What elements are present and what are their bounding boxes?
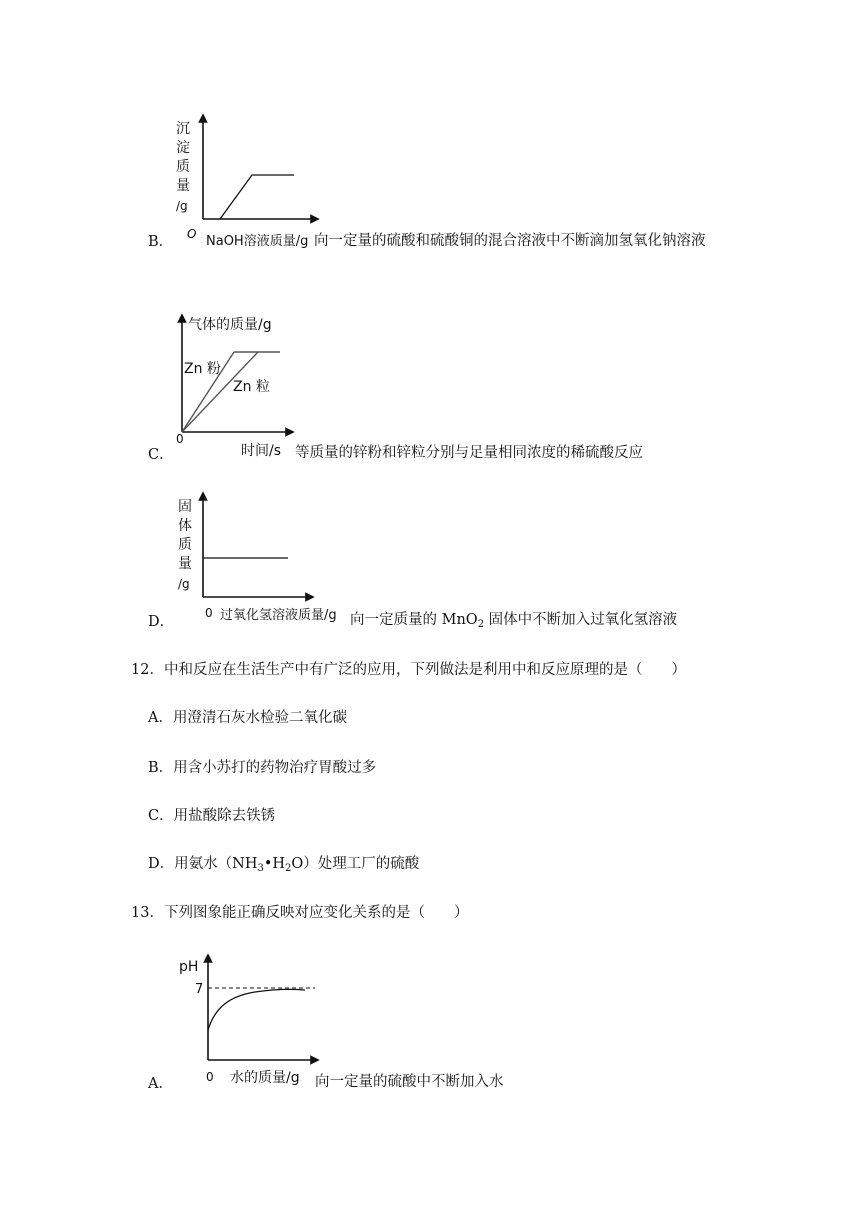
q12-d-mid: •H xyxy=(263,856,286,872)
ph-curve xyxy=(208,989,305,1030)
question-13-stem: 13．下列图象能正确反映对应变化关系的是（ ） xyxy=(131,905,469,921)
option-letter-c: C． xyxy=(148,447,174,463)
question-12-option-c: C．用盐酸除去铁锈 xyxy=(148,808,276,824)
graph-c xyxy=(170,312,295,462)
y-label-char-2: 体 xyxy=(178,518,192,534)
y-label-unit: /g xyxy=(176,199,188,213)
origin-label: O xyxy=(187,227,197,241)
option-d-text-pre: 向一定质量的 MnO xyxy=(350,612,478,628)
option-letter-q13-a: A． xyxy=(148,1076,173,1092)
y-label-char-2: 淀 xyxy=(176,140,190,156)
y-label: pH xyxy=(179,959,199,975)
x-label: 过氧化氢溶液质量/g xyxy=(220,608,337,623)
origin-label: 0 xyxy=(205,606,213,620)
graph-b xyxy=(170,112,320,252)
question-12-option-d xyxy=(148,854,419,879)
y-label-char-4: 量 xyxy=(178,556,192,572)
x-label: 时间/s xyxy=(241,443,282,459)
origin-label: 0 xyxy=(176,432,184,446)
option-q13-a-text: 向一定量的硫酸中不断加入水 xyxy=(315,1074,504,1090)
option-c-text: 等质量的锌粉和锌粒分别与足量相同浓度的稀硫酸反应 xyxy=(295,445,643,461)
q12-d-sub2: 2 xyxy=(285,863,292,874)
y-label-char-4: 量 xyxy=(176,178,190,194)
series-label-powder: Zn 粉 xyxy=(184,361,221,377)
q12-d-post: O）处理工厂的硫酸 xyxy=(291,856,420,872)
x-label: 水的质量/g xyxy=(230,1070,300,1086)
x-label: NaOH溶液质量/g xyxy=(206,234,309,249)
y-label-char-3: 质 xyxy=(176,159,190,175)
option-letter-b: B． xyxy=(148,234,174,250)
option-b-text: 向一定量的硫酸和硫酸铜的混合溶液中不断滴加氢氧化钠溶液 xyxy=(314,233,706,249)
y-label-char-3: 质 xyxy=(178,537,192,553)
series-label-granule: Zn 粒 xyxy=(233,379,270,395)
option-d-text xyxy=(350,610,677,635)
ph-7-label: 7 xyxy=(195,982,204,997)
precipitate-curve xyxy=(220,175,294,219)
option-d-text-post: 固体中不断加入过氧化氢溶液 xyxy=(484,612,678,628)
q12-d-pre: D．用氨水（NH xyxy=(148,856,258,872)
question-12-stem: 12．中和反应在生活生产中有广泛的应用，下列做法是利用中和反应原理的是（ ） xyxy=(131,662,686,678)
option-letter-d: D． xyxy=(148,614,175,630)
origin-label: 0 xyxy=(206,1070,214,1084)
q12-d-sub1: 3 xyxy=(257,863,264,874)
question-12-option-b: B．用含小苏打的药物治疗胃酸过多 xyxy=(148,760,377,776)
question-12-option-a: A．用澄清石灰水检验二氧化碳 xyxy=(148,710,347,726)
option-d-text-sub: 2 xyxy=(477,619,485,630)
y-label: 气体的质量/g xyxy=(188,317,272,333)
y-label-unit: /g xyxy=(178,577,190,591)
y-label-char-1: 沉 xyxy=(176,121,190,137)
graph-d xyxy=(170,490,352,630)
y-label-char-1: 固 xyxy=(178,499,192,515)
graph-q13-a xyxy=(170,952,320,1092)
